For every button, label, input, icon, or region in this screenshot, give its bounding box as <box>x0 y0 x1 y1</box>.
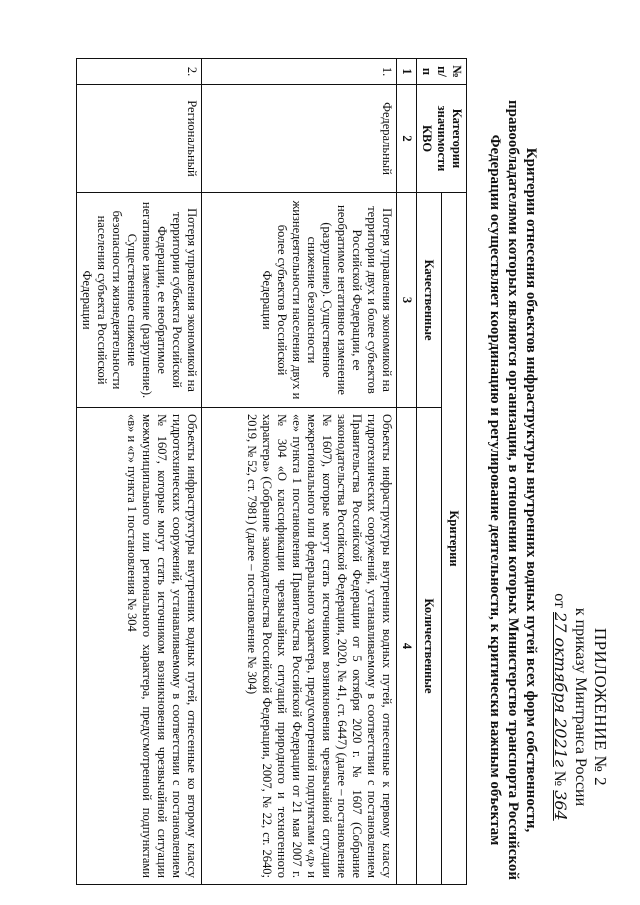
row-quantitative: Объекты инфраструктуры внутренних водных путей, отнесенные к первому классу гидротехнических сооружений, устанавливаемому в соответствии с постановлением Правительства Российской Федерации от 5 октября 2020 г. № 1607 (Собрание законодательства Российской Федерации, 2020, № 41, ст. 6447) (далее – постановление № 1607), которые могут стать источником возникновения чрезвычайной ситуации межрегионального или федерального характера, предусмотренной подпунктами «д» и «е» пункта 1 постановления Правительства Российской Федерации от 21 мая 2007 г. № 304 «О классификации чрезвычайных ситуаций природного и техногенного характера» (Собрание законодательства Российской Федерации, 2007, № 22, ст. 2640; 2019, № 52, ст. 7981) (далее – постановление № 304) <box>202 408 397 885</box>
column-index: 2 <box>397 85 417 193</box>
row-category: Федеральный <box>202 85 397 193</box>
row-qualitative: Потеря управления экономикой на территории субъекта Российской Федерации, ее необратимое негативное изменение (разрушение). Существенное снижение безопасности жизнедеятельности населения субъекта Российской Федерации <box>77 193 202 408</box>
appendix-title: ПРИЛОЖЕНИЕ № 2 <box>591 627 610 787</box>
row-quantitative: Объекты инфраструктуры внутренних водных путей, отнесенные ко второму классу гидротехнических сооружений, устанавливаемому в соответствии с постановлением № 1607, которые могут стать источником возникновения чрезвычайной ситуации межмуниципального или регионального характера, предусмотренной подпунктами «в» и «г» пункта 1 постановления № 304 <box>77 408 202 885</box>
date-prefix: от <box>551 593 568 609</box>
column-index: 3 <box>397 193 417 408</box>
order-date: 27 октября 2021г <box>551 612 570 767</box>
row-category: Региональный <box>77 85 202 193</box>
appendix-order-reference: к приказу Минтранса России <box>572 607 589 807</box>
header-category: Категории значимости КВО <box>417 85 467 193</box>
header-num: № п/п <box>417 59 467 85</box>
header-criteria: Критерии <box>442 193 467 885</box>
column-index: 1 <box>397 59 417 85</box>
table-row <box>77 59 202 885</box>
document-title: Критерии отнесения объектов инфраструктуры внутренних водных путей всех форм собственности, правообладателями которых являются организации, в отношении которых Министерство транспорта Российской Федерации осуществляет координацию и регулирование деятельности, к критически важным объектам <box>487 99 539 881</box>
header-qualitative: Качественные <box>417 193 442 408</box>
row-qualitative: Потеря управления экономикой на территории двух и более субъектов Российской Федерации, ее необратимое негативное изменение (разрушение). Существенное снижение безопасности жизнедеятельности населения двух и более субъектов Российской Федерации <box>202 193 397 408</box>
column-index: 4 <box>397 408 417 885</box>
table-header-row <box>442 59 467 885</box>
appendix-date-line <box>549 557 570 857</box>
criteria-table <box>76 58 467 885</box>
table-row <box>202 59 397 885</box>
appendix-block <box>549 557 610 857</box>
header-quantitative: Количественные <box>417 408 442 885</box>
order-number: 364 <box>551 790 570 821</box>
number-prefix: № <box>551 770 568 787</box>
row-number: 1. <box>202 59 397 85</box>
row-number: 2. <box>77 59 202 85</box>
column-index-row <box>397 59 417 885</box>
